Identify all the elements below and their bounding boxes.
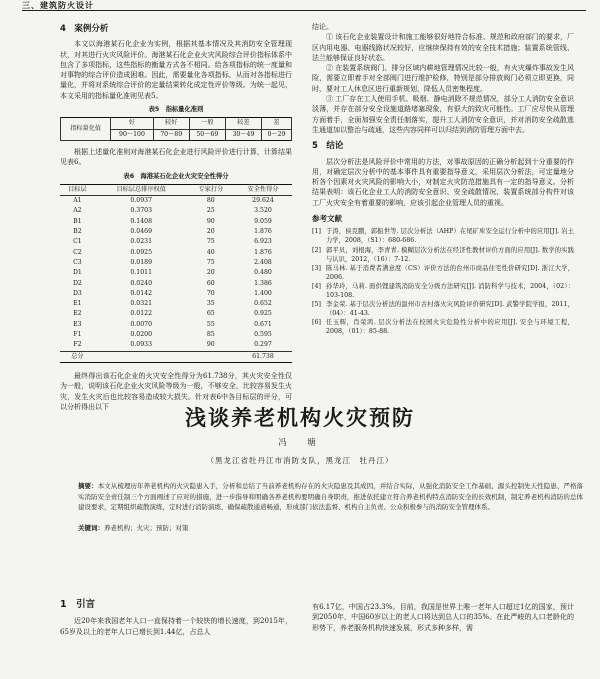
- table-cell: 90: [206, 217, 215, 225]
- conclusion-intro: 结论。: [312, 23, 333, 31]
- table-row: [60, 206, 292, 216]
- table-cell: A2: [73, 207, 82, 215]
- table-row: [60, 268, 292, 278]
- table-cell: 55: [206, 320, 215, 328]
- table-cell: D2: [72, 279, 82, 287]
- table-row: [60, 289, 292, 299]
- table-cell: 0.1408: [130, 217, 153, 225]
- reference-text: 郭平贝，刘根海，李青青. 模糊层次分析法在经济性教材评价方面的应用[J]. 数学的实践与认识，2012，（16）：7-12.: [326, 246, 574, 263]
- table-row: [60, 320, 292, 330]
- table-6-header: 专家打分: [188, 184, 234, 195]
- table-5: [60, 117, 292, 141]
- table-cell: [188, 351, 234, 362]
- table-6-header: 目标层: [60, 184, 95, 195]
- table-cell: 0.0231: [130, 238, 153, 246]
- table-cell: 0.0142: [130, 289, 153, 297]
- keywords-label: 关键词：: [78, 524, 104, 532]
- table-cell: E1: [73, 300, 82, 308]
- table-row: [60, 248, 292, 258]
- reference-text: 于涛，侯克鹏，郭振世等. 层次分析法（AHP）在尾矿库安全运行分析中的应用[J]. 岩土力学，2008，（S1）：680-686.: [326, 228, 574, 245]
- table-row: [60, 340, 292, 351]
- table-5-cell: 0～29: [262, 129, 292, 140]
- table-cell: 6.923: [254, 238, 272, 246]
- reference-text: 任玉辉，肖荣鸿. 层次分析法在校园火灾危险性分析中的应用[J]. 安全与环境工程，2008，（01）：85-88.: [326, 319, 574, 336]
- table-cell: 3.520: [254, 207, 272, 215]
- table-6-caption: 表6 海港某石化企业火灾安全性得分: [123, 172, 229, 180]
- table-cell: C2: [73, 248, 82, 256]
- table-cell: 0.652: [254, 300, 272, 308]
- reference-number: [4]: [312, 282, 321, 290]
- table-cell: 80: [206, 197, 215, 205]
- table-cell: 0.480: [254, 269, 272, 277]
- table-cell: 1.400: [254, 289, 272, 297]
- abstract: [78, 481, 583, 513]
- conclusion-paragraph: 层次分析法是风险评价中常用的方法，对事故原因的正确分析起到十分重要的作用，对确定层次分析中的基本事件具有重要指导意义，采用层次分析法，可定量地分析各个因素对火灾风险的影响大小，对制定火灾防范措施具有一定的指导意义。分析结果表明：该石化企业工人的消防安全意识、安全疏散情况、装置系统部分构件对该工厂火灾安全有着重要的影响，应该引起企业管理人员的重视。: [312, 157, 574, 207]
- case-analysis-paragraph: 本文以海港某石化企业为实例，根据其基本情况及其消防安全管理现状，对其进行火灾风险评价。海港某石化企业火灾风险综合评价指标体系中包含了多项指标，这些指标的衡量方式各不相同。给各项指标的统一度量和对事物的综合评价造成困难。因此，需要量化各项指标，从而对各指标进行量化，并将对系统综合评价的定量结果转化成定性评价等级。为统一起见，本文采用的指标量化准则见表5。: [60, 40, 292, 100]
- table-row: [60, 279, 292, 289]
- table-cell: 1.876: [254, 248, 272, 256]
- table-5-cell: 50～69: [189, 129, 225, 140]
- table-cell: 20: [206, 269, 215, 277]
- header-label: 三、建筑防火设计: [22, 1, 94, 10]
- running-header: [0, 0, 600, 10]
- table-cell: C1: [73, 238, 82, 246]
- table-cell: 85: [206, 331, 215, 339]
- table-cell: 总分: [60, 351, 95, 362]
- table-cell: 0.0925: [130, 248, 153, 256]
- section-1-title: 1 引言: [60, 599, 96, 610]
- finding-item-1: ① 该石化企业装置设计和施工能够很好地符合标准、规范和政府部门的要求，厂区内用电器、电器线路状况较好，应继续保持有效的安全技术措施；装置系统管线、法兰能够保证良好状态。: [312, 33, 574, 62]
- table-cell: 75: [206, 258, 215, 266]
- table-cell: 0.3703: [130, 207, 153, 215]
- table-5-head: 好: [111, 118, 153, 129]
- table-cell: C3: [73, 258, 82, 266]
- table-row: [60, 227, 292, 237]
- reference-number: [1]: [312, 228, 321, 236]
- table-total-row: [60, 351, 292, 362]
- intro-left-text: 近20年来我国老年人口一直保持着一个较快的增长速度，到2015年，65岁及以上的老年人口已增长到1.44亿，占总人: [60, 617, 292, 636]
- article-affiliation: （黑龙江省牡丹江市消防支队，黑龙江 牡丹江）: [206, 456, 394, 465]
- reference-number: [2]: [312, 246, 321, 254]
- article-author: 冯 塘: [278, 438, 322, 448]
- table-cell: 40: [206, 248, 215, 256]
- table-cell: B2: [73, 228, 82, 236]
- intro-left-column: [60, 600, 292, 637]
- abstract-label: 摘要：: [78, 482, 98, 490]
- table-5-caption: 表5 指标量化准则: [148, 106, 204, 114]
- table-cell: 1.876: [254, 228, 272, 236]
- table-cell: A1: [73, 197, 82, 205]
- table-6: [60, 184, 292, 363]
- keywords: [78, 523, 583, 532]
- reference-text: 李金荣. 基于层次分析法的温州市古村落火灾风险评价研究[D]. 武警学院学报，2011，（04）：41-43.: [326, 301, 574, 318]
- result-paragraph: 最终得出该石化企业的火灾安全性得分为61.738分，其火灾安全性仅为一般，说明该石化企业火灾风险等级为一般，不够安全，比较容易发生火灾，发生火灾后也比较容易造成较大损失。针对表6中各目标层的评分，可以分析得出以下: [60, 371, 292, 411]
- section-4-title: 4 案例分析: [60, 24, 109, 34]
- right-column: [312, 22, 574, 336]
- table-cell: 0.297: [254, 341, 272, 349]
- table-5-cell: 30～49: [225, 129, 261, 140]
- reference-number: [6]: [312, 319, 321, 327]
- table-cell: D3: [72, 289, 82, 297]
- table-cell: 0.0937: [130, 197, 153, 205]
- table-5-rowhead: 指标量化值: [61, 118, 111, 141]
- table-cell: 2.408: [254, 258, 272, 266]
- table-cell: 9.059: [254, 217, 272, 225]
- table-cell: 0.0469: [130, 228, 153, 236]
- table-cell: F1: [73, 331, 82, 339]
- reference-item: [312, 300, 574, 318]
- table-row: [60, 309, 292, 319]
- keywords-text: 养老机构；火灾；预防；对策: [104, 524, 189, 532]
- table-cell: 0.1011: [130, 269, 153, 277]
- table-cell: 25: [206, 207, 215, 215]
- table-cell: 0.0933: [130, 341, 153, 349]
- table-cell: D1: [72, 269, 82, 277]
- intro-right-column: [312, 602, 574, 633]
- table-5-head: 差: [262, 118, 292, 129]
- table-cell: 90: [206, 341, 215, 349]
- table-row: [60, 299, 292, 309]
- finding-item-3: ③ 工厂存在工人使用手机、吸烟、静电消除不规范情况，部分工人消防安全意识淡薄，并存在部分安全设施道路堵塞现象，有很大的致灾可能性。工厂应尽快从管理方面着手，全面加强安全责任制落实，提升工人消防安全意识，并对消防安全疏散逃生通道加以整治与疏通，这些内容同样可以归结到消防管理方面中去。: [312, 95, 574, 134]
- table-cell: F2: [73, 341, 82, 349]
- table-cell: 0.0200: [130, 331, 153, 339]
- calc-paragraph: 根据上述量化准则对海港某石化企业进行风险评价进行计算，计算结果见表6。: [60, 147, 292, 167]
- table-cell: 29.624: [252, 197, 274, 205]
- table-5-cell: 90～100: [111, 129, 153, 140]
- reference-text: 孙华玲，马莉. 面供锂建筑消防安全分级方法研究[J]. 消防科学与技术，2004，（02）：103-108.: [326, 282, 574, 299]
- header-rule: [22, 10, 586, 11]
- table-cell: 0.925: [254, 310, 272, 318]
- table-row: [60, 330, 292, 340]
- table-cell: E3: [73, 320, 82, 328]
- table-cell: B1: [73, 217, 82, 225]
- table-cell: 1.386: [254, 279, 272, 287]
- reference-text: 陈马林. 基于消费者满意度（CS）评价方法的台州市商品住宅性价研究[D]. 浙江大学，2006.: [326, 264, 574, 281]
- table-cell: 65: [206, 310, 215, 318]
- table-6-body: [60, 196, 292, 363]
- table-row: [60, 217, 292, 227]
- table-5-head: 一般: [189, 118, 225, 129]
- table-cell: 20: [206, 228, 215, 236]
- reference-item: [312, 282, 574, 300]
- reference-number: [3]: [312, 264, 321, 272]
- table-cell: 61.738: [234, 351, 292, 362]
- table-cell: 0.0240: [130, 279, 153, 287]
- table-cell: 0.0189: [130, 258, 153, 266]
- table-row: [60, 258, 292, 268]
- table-cell: 0.0070: [130, 320, 153, 328]
- table-cell: E2: [73, 310, 82, 318]
- table-cell: 0.595: [254, 331, 272, 339]
- table-cell: 75: [206, 238, 215, 246]
- left-column: [60, 22, 292, 412]
- article-title: 浅谈养老机构火灾预防: [185, 405, 415, 430]
- abstract-text: 本文从梳理历年养老机构的火灾隐患入手，分析和总结了当前养老机构存在的火灾隐患及其成因，并结合实际，从强化消防安全工作基础、源头控制先天性隐患、严格落实消防安全责任制三个方面阐述了应对的措施，进一步指导和明确各养老机构要明确自身职责，推进依托建立符合养老机构特点消防安全的长效机制，制定养老机构消防的总体建设要求，定期组织疏散演练，定时进行消防演练，确保疏散通道畅通，形成部门依法监督、机构自主负责、公众积极参与的消防安全管理体系。: [78, 482, 584, 511]
- intro-right-text: 有6.17亿，中国占23.3%。目前，我国是世界上唯一老年人口超过1亿的国家，预计到2050年，中国60岁以上的老人口将达到总人口的35%。在此严峻的人口老龄化的形势下，养老服务机构快速发展，形式多种多样，需: [312, 603, 574, 632]
- table-row: [60, 237, 292, 247]
- table-6-header: 安全性得分: [234, 184, 292, 195]
- table-cell: 0.0122: [130, 310, 153, 318]
- table-cell: 0.0321: [130, 300, 153, 308]
- reference-item: [312, 318, 574, 336]
- table-cell: 35: [206, 300, 215, 308]
- reference-list: [312, 227, 574, 336]
- table-5-head: 较差: [225, 118, 261, 129]
- section-5-title: 5 结论: [312, 141, 344, 152]
- reference-item: [312, 264, 574, 282]
- reference-item: [312, 246, 574, 264]
- table-5-cell: 70～89: [153, 129, 189, 140]
- table-cell: [95, 351, 188, 362]
- references-title: 参考文献: [312, 214, 342, 224]
- table-cell: 0.671: [254, 320, 272, 328]
- table-5-head: 较好: [153, 118, 189, 129]
- table-cell: 70: [206, 289, 215, 297]
- reference-number: [5]: [312, 301, 321, 309]
- table-row: [60, 196, 292, 207]
- table-cell: 60: [206, 279, 215, 287]
- finding-item-2: ② 在装置系统阀门、排分区域内耕地管理情况比较一般，有火灾爆炸事故发生风险，需要立即着手对全部阀门进行维护检修，特别是部分排放阀门必须立即更换，同时，要对工人休息区进行重新规划，降低人员密集程度。: [312, 64, 574, 93]
- reference-item: [312, 227, 574, 245]
- table-6-header: 目标层总排序权值: [95, 184, 188, 195]
